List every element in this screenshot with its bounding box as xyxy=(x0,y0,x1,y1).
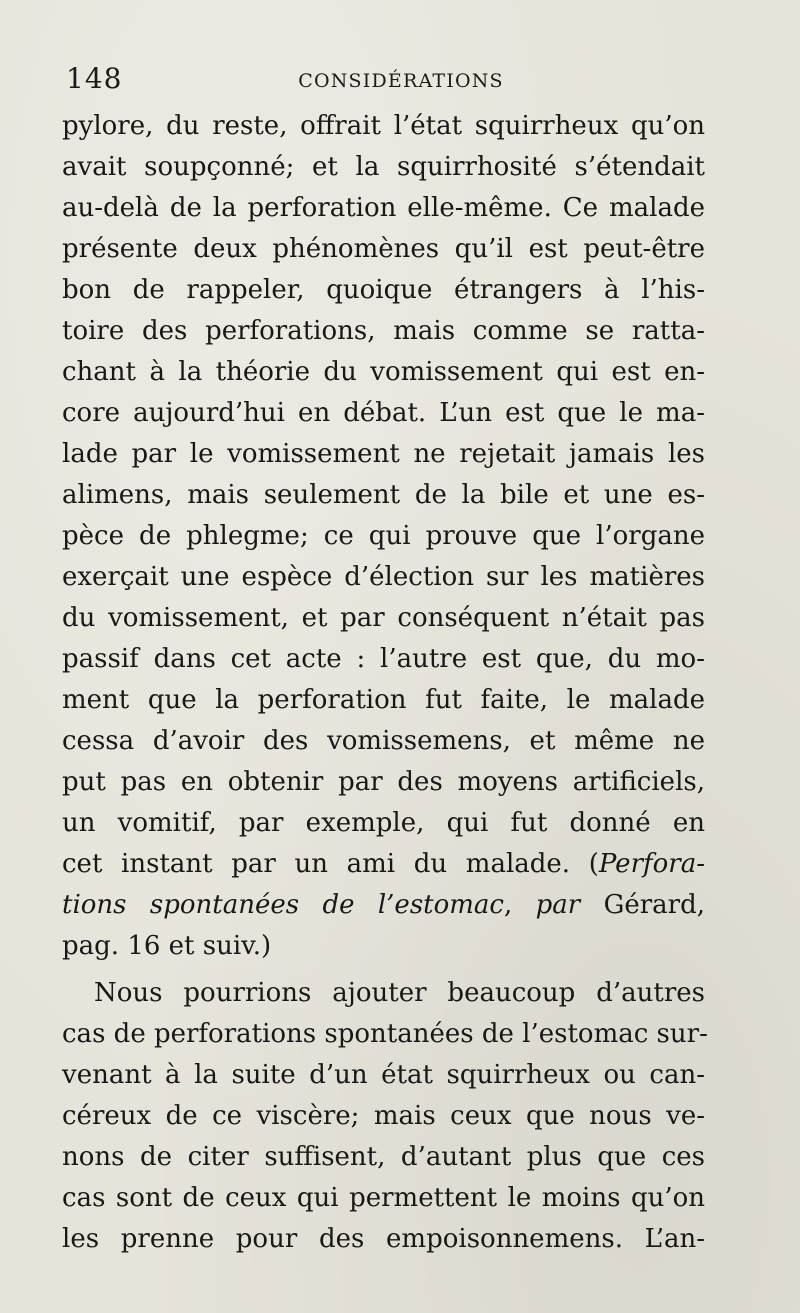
text-line-with-citation-start xyxy=(62,844,705,885)
citation-title-end: tions spontanées de l’estomac xyxy=(62,890,504,920)
text-line: avait soupçonné; et la squirrhosité s’étendait xyxy=(62,152,705,182)
text-line: exerçait une espèce d’élection sur les matières xyxy=(62,562,705,592)
text-line: bon de rappeler, quoique étrangers à l’his- xyxy=(62,275,705,305)
text-line: Nous pourrions ajouter beaucoup d’autres xyxy=(94,978,705,1008)
citation-author: Gérard, xyxy=(580,890,705,920)
text-line: du vomissement, et par conséquent n’était pas xyxy=(62,603,705,633)
text-line: venant à la suite d’un état squirrheux ou can- xyxy=(62,1060,705,1090)
text-line: pylore, du reste, offrait l’état squirrheux qu’on xyxy=(62,111,705,141)
running-head xyxy=(66,62,706,98)
text-line: cas de perforations spontanées de l’estomac sur- xyxy=(62,1019,708,1049)
text-line: présente deux phénomènes qu’il est peut-être xyxy=(62,234,705,264)
text-line: alimens, mais seulement de la bile et une es- xyxy=(62,480,705,510)
citation-title-start: Perfora- xyxy=(598,849,705,879)
citation-by: par xyxy=(535,890,581,920)
running-title: CONSIDÉRATIONS xyxy=(298,70,504,92)
text-line: les prenne pour des empoisonnemens. L’an- xyxy=(62,1224,705,1254)
text-line: passif dans cet acte : l’autre est que, du mo- xyxy=(62,644,705,674)
citation-pages: pag. 16 et suiv.) xyxy=(62,931,272,961)
text-line: lade par le vomissement ne rejetait jamais les xyxy=(62,439,705,469)
text-line: cas sont de ceux qui permettent le moins qu’on xyxy=(62,1183,705,1213)
text-line: ment que la perforation fut faite, le malade xyxy=(62,685,705,715)
text-line: core aujourd’hui en débat. L’un est que le ma- xyxy=(62,398,705,428)
text-line: pèce de phlegme; ce qui prouve que l’organe xyxy=(62,521,705,551)
text-line: put pas en obtenir par des moyens artificiels, xyxy=(62,767,705,797)
citation-separator: , xyxy=(503,890,536,920)
text-line: un vomitif, par exemple, qui fut donné en xyxy=(62,808,705,838)
text-line: cessa d’avoir des vomissemens, et même ne xyxy=(62,726,705,756)
citation-line xyxy=(62,885,705,926)
text-line: au-delà de la perforation elle-même. Ce malade xyxy=(62,193,705,223)
paragraph-1 xyxy=(62,106,705,967)
paragraph-2 xyxy=(62,973,708,1260)
text-line: toire des perforations, mais comme se ratta- xyxy=(62,316,705,346)
text-line: chant à la théorie du vomissement qui est en- xyxy=(62,357,705,387)
text-line: céreux de ce viscère; mais ceux que nous ve- xyxy=(62,1101,705,1131)
body-text xyxy=(62,106,708,1260)
text-segment: cet instant par un ami du malade. ( xyxy=(62,849,599,879)
page-number: 148 xyxy=(66,62,123,95)
text-line: nons de citer suffisent, d’autant plus que ces xyxy=(62,1142,705,1172)
